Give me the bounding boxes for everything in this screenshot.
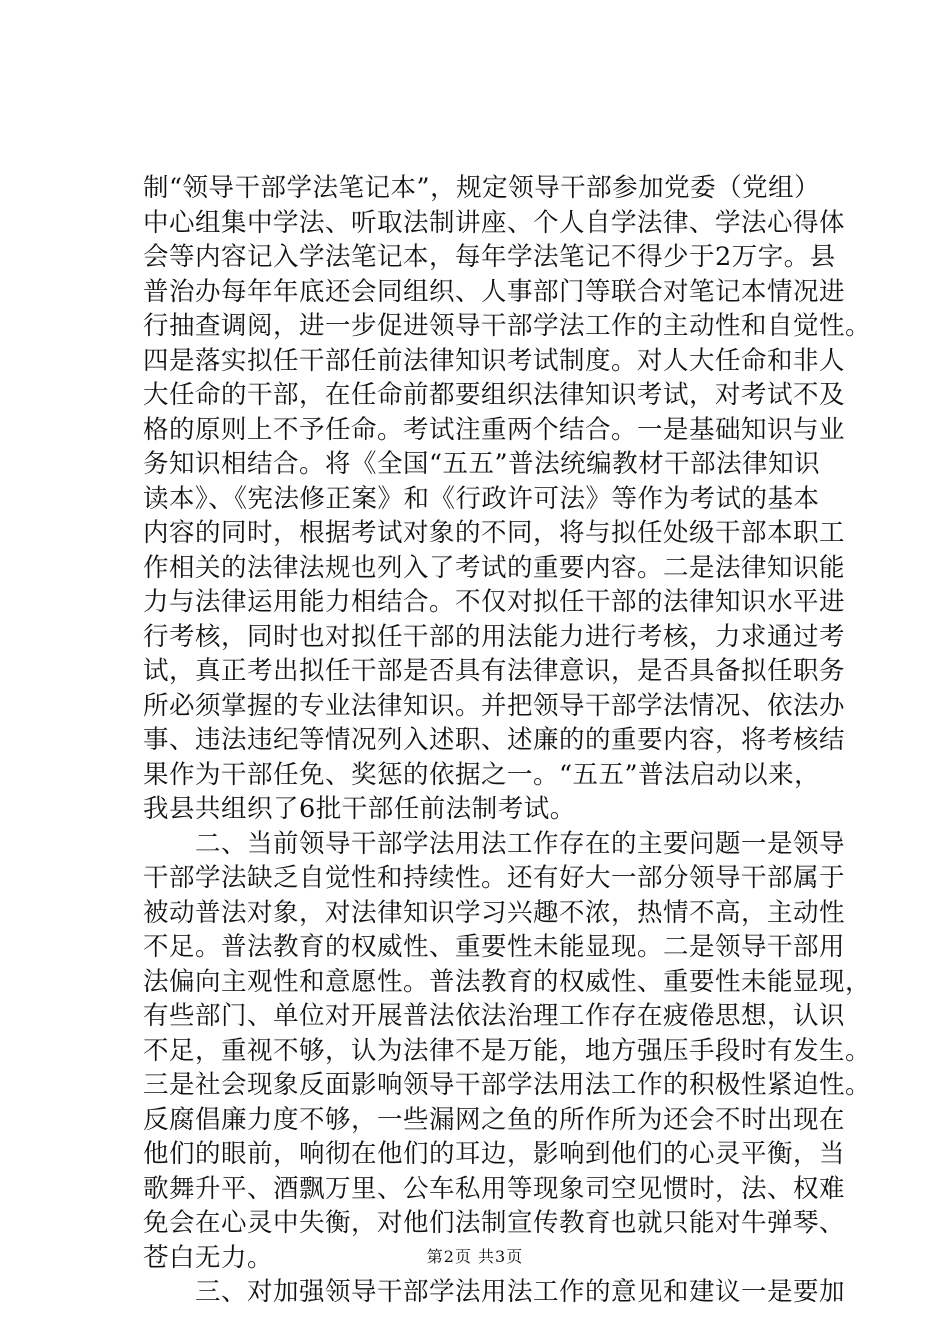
text-line: 有些部门、单位对开展普法依法治理工作存在疲倦思想，认识 xyxy=(143,1001,846,1031)
text-line: 四是落实拟任干部任前法律知识考试制度。对人大任命和非人 xyxy=(143,345,846,376)
text-line: 内容的同时，根据考试对象的不同，将与拟任处级干部本职工 xyxy=(143,518,846,548)
text-line: 中心组集中学法、听取法制讲座、个人自学法律、学法心得体 xyxy=(143,207,846,238)
text-line: 行抽查调阅，进一步促进领导干部学法工作的主动性和自觉性。 xyxy=(143,311,872,341)
text-line: 普治办每年年底还会同组织、人事部门等联合对笔记本情况进 xyxy=(143,276,846,307)
text-line: 不足，重视不够，认为法律不是万能，地方强压手段时有发生。 xyxy=(143,1035,872,1066)
text-line: 他们的眼前，响彻在他们的耳边，影响到他们的心灵平衡，当 xyxy=(143,1139,846,1169)
text-line: 不足。普法教育的权威性、重要性未能显现。二是领导干部用 xyxy=(143,932,846,962)
text-line: 干部学法缺乏自觉性和持续性。还有好大一部分领导干部属于 xyxy=(143,863,846,893)
text-line: 反腐倡廉力度不够，一些漏网之鱼的所作所为还会不时出现在 xyxy=(143,1104,846,1135)
text-line: 读本》、《宪法修正案》和《行政许可法》等作为考试的基本 xyxy=(143,483,820,514)
body-text xyxy=(143,171,872,1310)
text-line: 三是社会现象反面影响领导干部学法用法工作的积极性紧迫性。 xyxy=(143,1070,872,1100)
text-line: 试，真正考出拟任干部是否具有法律意识，是否具备拟任职务 xyxy=(143,656,846,686)
text-line: 力与法律运用能力相结合。不仅对拟任干部的法律知识水平进 xyxy=(143,587,846,617)
text-line: 格的原则上不予任命。考试注重两个结合。一是基础知识与业 xyxy=(143,414,846,445)
text-line: 我县共组织了6批干部任前法制考试。 xyxy=(143,794,576,824)
text-line: 歌舞升平、酒飘万里、公车私用等现象司空见惯时，法、权难 xyxy=(143,1173,846,1204)
text-line: 会等内容记入学法笔记本，每年学法笔记不得少于2万字。县 xyxy=(143,242,836,272)
text-line: 法偏向主观性和意愿性。普法教育的权威性、重要性未能显现， xyxy=(143,966,872,997)
text-line: 事、违法违纪等情况列入述职、述廉的的重要内容，将考核结 xyxy=(143,725,846,755)
text-line: 苍白无力。 xyxy=(143,1242,274,1273)
section-three-heading-line: 三、对加强领导干部学法用法工作的意见和建议一是要加 xyxy=(143,1277,846,1307)
page-number-footer: 第2页 共3页 xyxy=(426,1247,524,1266)
text-line: 大任命的干部，在任命前都要组织法律知识考试，对考试不及 xyxy=(143,380,846,410)
text-line: 作相关的法律法规也列入了考试的重要内容。二是法律知识能 xyxy=(143,552,846,583)
text-line: 果作为干部任免、奖惩的依据之一。“五五”普法启动以来， xyxy=(143,759,821,790)
text-line: 行考核，同时也对拟任干部的用法能力进行考核，力求通过考 xyxy=(143,621,846,652)
text-line: 被动普法对象，对法律知识学习兴趣不浓，热情不高，主动性 xyxy=(143,897,846,928)
text-line: 制“领导干部学法笔记本”，规定领导干部参加党委（党组） xyxy=(143,173,821,203)
text-line: 所必须掌握的专业法律知识。并把领导干部学法情况、依法办 xyxy=(143,690,846,721)
text-line: 免会在心灵中失衡，对他们法制宣传教育也就只能对牛弹琴、 xyxy=(143,1208,846,1238)
text-line: 务知识相结合。将《全国“五五”普法统编教材干部法律知识 xyxy=(143,449,821,479)
section-two-heading-line: 二、当前领导干部学法用法工作存在的主要问题一是领导 xyxy=(143,828,846,859)
